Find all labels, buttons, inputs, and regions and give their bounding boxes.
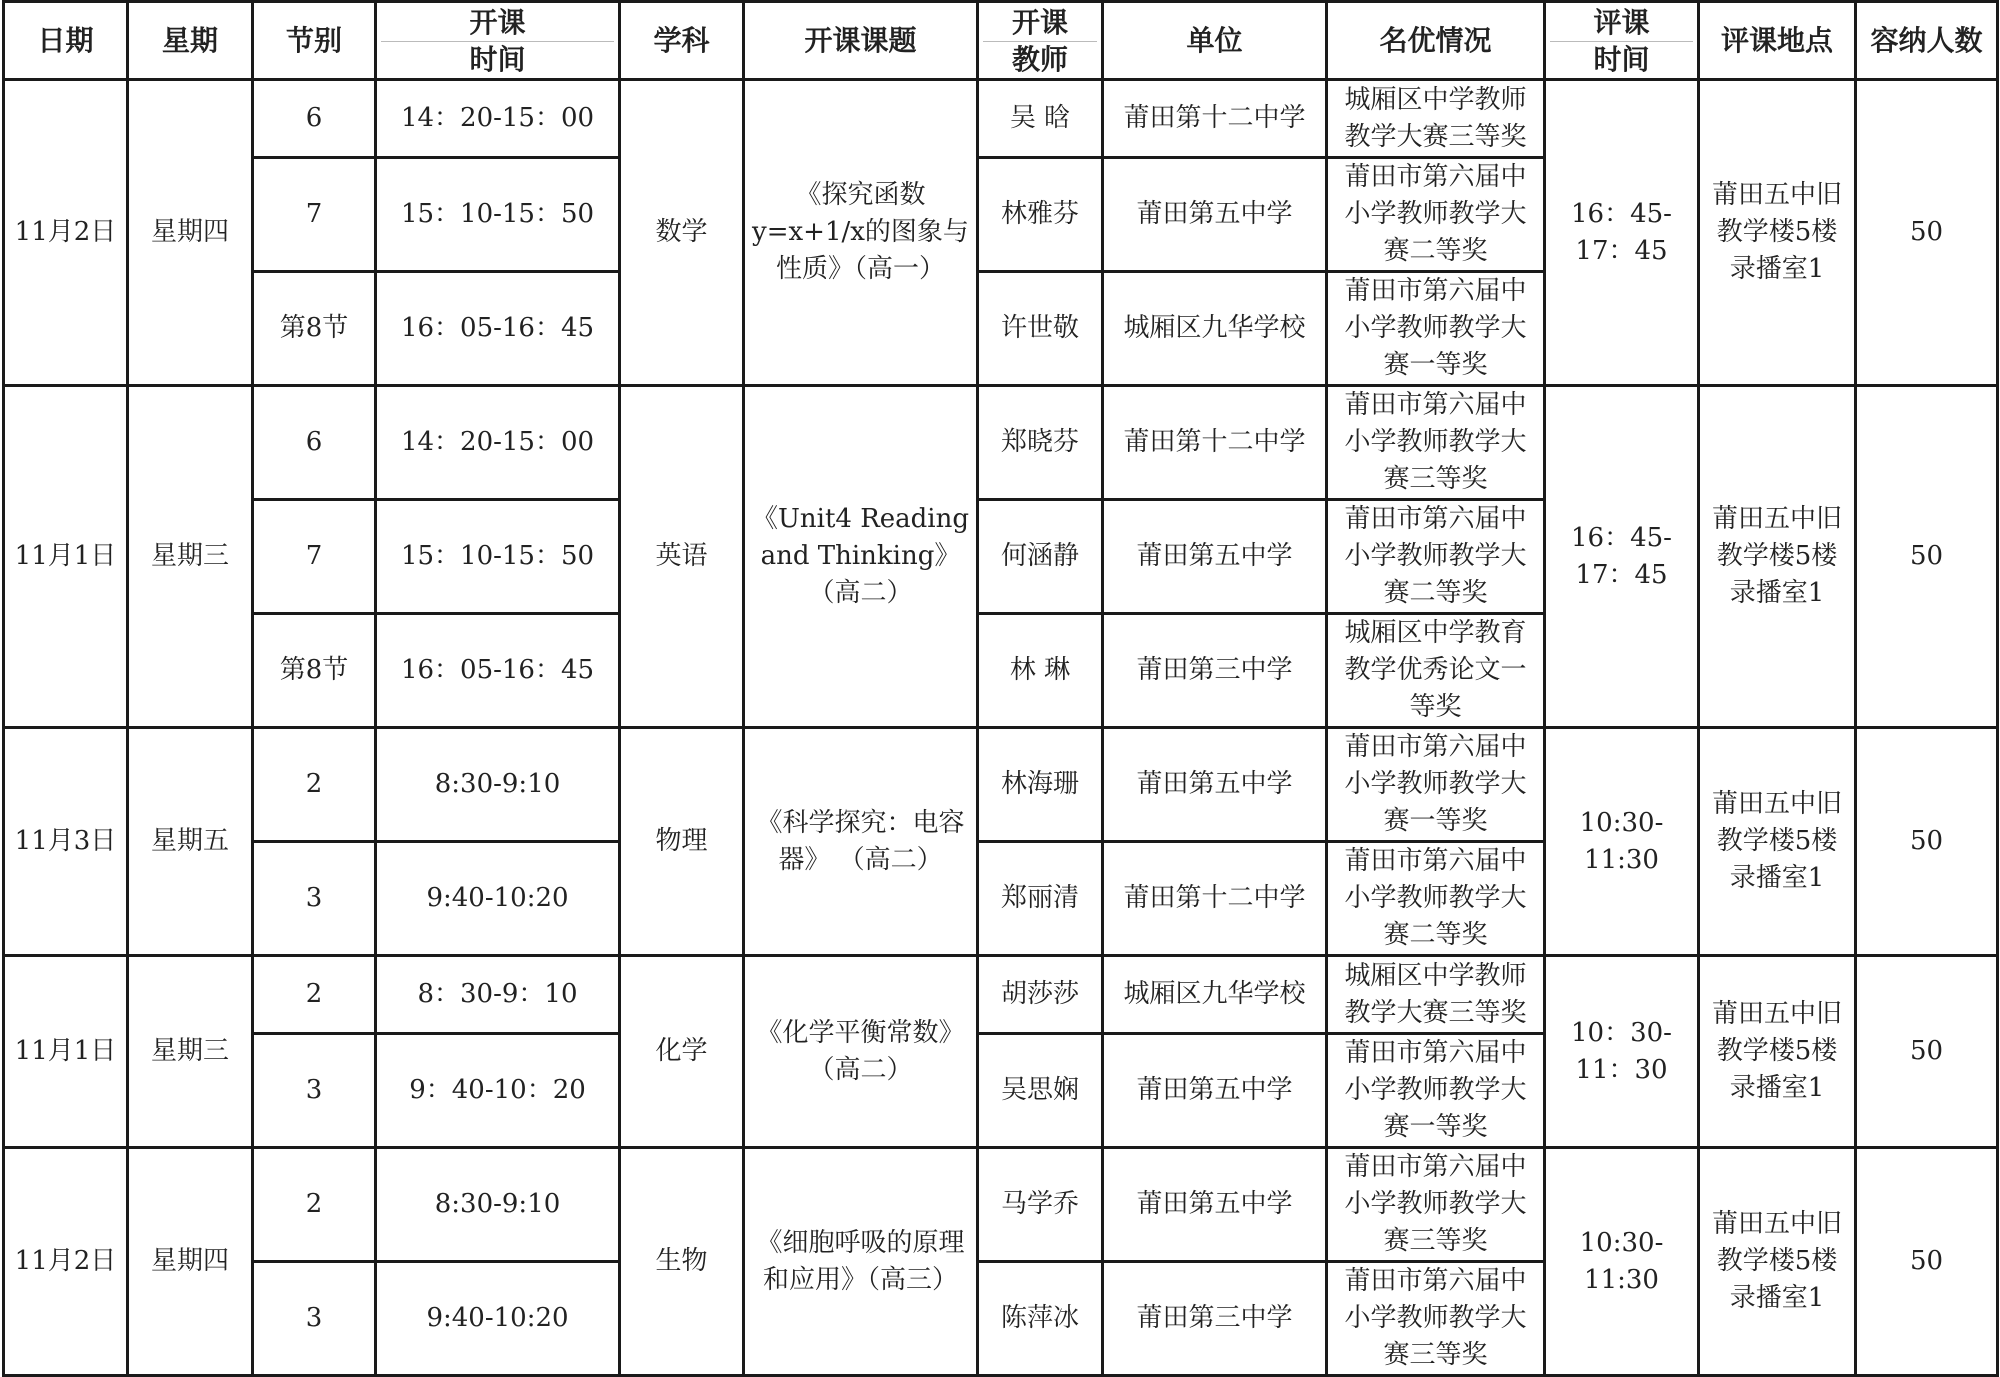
cell-date: 11月2日 bbox=[4, 1148, 128, 1376]
cell-subject: 物理 bbox=[620, 728, 744, 956]
cell-capacity: 50 bbox=[1856, 956, 1998, 1148]
cell-time: 9：40-10：20 bbox=[376, 1034, 620, 1148]
cell-capacity: 50 bbox=[1856, 728, 1998, 956]
cell-period: 2 bbox=[253, 1148, 376, 1262]
cell-teacher: 何涵静 bbox=[978, 500, 1103, 614]
cell-teacher: 胡莎莎 bbox=[978, 956, 1103, 1034]
cell-weekday: 星期四 bbox=[128, 80, 253, 386]
cell-location: 莆田五中旧教学楼5楼录播室1 bbox=[1699, 1148, 1856, 1376]
cell-date: 11月1日 bbox=[4, 956, 128, 1148]
header-class-time-bottom: 时间 bbox=[469, 42, 526, 76]
cell-time: 8:30-9:10 bbox=[376, 728, 620, 842]
cell-honor: 莆田市第六届中小学教师教学大赛一等奖 bbox=[1327, 1034, 1545, 1148]
header-subject: 学科 bbox=[620, 2, 744, 80]
cell-period: 3 bbox=[253, 1034, 376, 1148]
cell-honor: 莆田市第六届中小学教师教学大赛一等奖 bbox=[1327, 728, 1545, 842]
cell-subject: 英语 bbox=[620, 386, 744, 728]
cell-weekday: 星期五 bbox=[128, 728, 253, 956]
header-topic: 开课课题 bbox=[744, 2, 978, 80]
cell-period: 6 bbox=[253, 80, 376, 158]
cell-teacher: 吴思娴 bbox=[978, 1034, 1103, 1148]
header-unit: 单位 bbox=[1103, 2, 1327, 80]
cell-time: 14：20-15：00 bbox=[376, 80, 620, 158]
cell-teacher: 林雅芬 bbox=[978, 158, 1103, 272]
cell-time: 15：10-15：50 bbox=[376, 158, 620, 272]
cell-weekday: 星期三 bbox=[128, 386, 253, 728]
cell-period: 7 bbox=[253, 500, 376, 614]
header-honor: 名优情况 bbox=[1327, 2, 1545, 80]
cell-period: 第8节 bbox=[253, 272, 376, 386]
header-review-time bbox=[1545, 2, 1699, 80]
cell-location: 莆田五中旧教学楼5楼录播室1 bbox=[1699, 386, 1856, 728]
cell-teacher: 许世敬 bbox=[978, 272, 1103, 386]
cell-teacher: 林海珊 bbox=[978, 728, 1103, 842]
header-teacher bbox=[978, 2, 1103, 80]
cell-time: 14：20-15：00 bbox=[376, 386, 620, 500]
cell-subject: 化学 bbox=[620, 956, 744, 1148]
cell-time: 16：05-16：45 bbox=[376, 272, 620, 386]
header-location: 评课地点 bbox=[1699, 2, 1856, 80]
cell-review-time: 10:30-11:30 bbox=[1545, 728, 1699, 956]
cell-period: 6 bbox=[253, 386, 376, 500]
cell-unit: 莆田第五中学 bbox=[1103, 1034, 1327, 1148]
cell-honor: 莆田市第六届中小学教师教学大赛三等奖 bbox=[1327, 1148, 1545, 1262]
cell-capacity: 50 bbox=[1856, 1148, 1998, 1376]
cell-teacher: 马学乔 bbox=[978, 1148, 1103, 1262]
cell-review-time: 10:30-11:30 bbox=[1545, 1148, 1699, 1376]
header-teacher-stack bbox=[983, 5, 1097, 77]
cell-teacher: 林 琳 bbox=[978, 614, 1103, 728]
cell-unit: 城厢区九华学校 bbox=[1103, 272, 1327, 386]
cell-honor: 城厢区中学教师教学大赛三等奖 bbox=[1327, 956, 1545, 1034]
cell-time: 16：05-16：45 bbox=[376, 614, 620, 728]
cell-time: 15：10-15：50 bbox=[376, 500, 620, 614]
cell-unit: 城厢区九华学校 bbox=[1103, 956, 1327, 1034]
cell-unit: 莆田第五中学 bbox=[1103, 728, 1327, 842]
cell-unit: 莆田第三中学 bbox=[1103, 614, 1327, 728]
cell-period: 3 bbox=[253, 1262, 376, 1376]
header-class-time-stack bbox=[381, 5, 614, 77]
cell-period: 3 bbox=[253, 842, 376, 956]
cell-date: 11月1日 bbox=[4, 386, 128, 728]
cell-review-time: 16：45-17：45 bbox=[1545, 80, 1699, 386]
cell-weekday: 星期四 bbox=[128, 1148, 253, 1376]
cell-unit: 莆田第三中学 bbox=[1103, 1262, 1327, 1376]
cell-honor: 莆田市第六届中小学教师教学大赛二等奖 bbox=[1327, 842, 1545, 956]
cell-unit: 莆田第十二中学 bbox=[1103, 80, 1327, 158]
cell-honor: 莆田市第六届中小学教师教学大赛二等奖 bbox=[1327, 158, 1545, 272]
cell-review-time: 10：30-11：30 bbox=[1545, 956, 1699, 1148]
cell-honor: 城厢区中学教育教学优秀论文一等奖 bbox=[1327, 614, 1545, 728]
cell-topic: 《科学探究：电容器》 （高二） bbox=[744, 728, 978, 956]
cell-date: 11月3日 bbox=[4, 728, 128, 956]
header-review-time-bottom: 时间 bbox=[1593, 42, 1650, 76]
cell-time: 8：30-9：10 bbox=[376, 956, 620, 1034]
open-class-schedule-table bbox=[2, 0, 1999, 1377]
cell-period: 第8节 bbox=[253, 614, 376, 728]
header-review-time-stack bbox=[1550, 5, 1693, 77]
table-row bbox=[4, 386, 1998, 500]
cell-time: 8:30-9:10 bbox=[376, 1148, 620, 1262]
cell-honor: 莆田市第六届中小学教师教学大赛二等奖 bbox=[1327, 500, 1545, 614]
header-weekday: 星期 bbox=[128, 2, 253, 80]
cell-honor: 莆田市第六届中小学教师教学大赛三等奖 bbox=[1327, 386, 1545, 500]
cell-period: 2 bbox=[253, 728, 376, 842]
header-capacity: 容纳人数 bbox=[1856, 2, 1998, 80]
cell-teacher: 郑丽清 bbox=[978, 842, 1103, 956]
header-teacher-top: 开课 bbox=[983, 5, 1097, 42]
header-period: 节别 bbox=[253, 2, 376, 80]
cell-honor: 莆田市第六届中小学教师教学大赛一等奖 bbox=[1327, 272, 1545, 386]
header-date: 日期 bbox=[4, 2, 128, 80]
cell-location: 莆田五中旧教学楼5楼录播室1 bbox=[1699, 728, 1856, 956]
cell-honor: 莆田市第六届中小学教师教学大赛三等奖 bbox=[1327, 1262, 1545, 1376]
cell-unit: 莆田第十二中学 bbox=[1103, 842, 1327, 956]
cell-capacity: 50 bbox=[1856, 80, 1998, 386]
table-row bbox=[4, 80, 1998, 158]
table-row bbox=[4, 728, 1998, 842]
cell-weekday: 星期三 bbox=[128, 956, 253, 1148]
cell-location: 莆田五中旧教学楼5楼录播室1 bbox=[1699, 80, 1856, 386]
cell-topic: 《细胞呼吸的原理和应用》（高三） bbox=[744, 1148, 978, 1376]
cell-honor: 城厢区中学教师教学大赛三等奖 bbox=[1327, 80, 1545, 158]
cell-subject: 生物 bbox=[620, 1148, 744, 1376]
cell-teacher: 吴 晗 bbox=[978, 80, 1103, 158]
cell-period: 2 bbox=[253, 956, 376, 1034]
header-row bbox=[4, 2, 1998, 80]
cell-period: 7 bbox=[253, 158, 376, 272]
cell-location: 莆田五中旧教学楼5楼录播室1 bbox=[1699, 956, 1856, 1148]
cell-topic: 《化学平衡常数》（高二） bbox=[744, 956, 978, 1148]
table-row bbox=[4, 956, 1998, 1034]
cell-topic: 《Unit4 Reading and Thinking》（高二） bbox=[744, 386, 978, 728]
table-row bbox=[4, 1148, 1998, 1262]
cell-subject: 数学 bbox=[620, 80, 744, 386]
cell-topic: 《探究函数y=x+1/x的图象与性质》（高一） bbox=[744, 80, 978, 386]
cell-time: 9:40-10:20 bbox=[376, 842, 620, 956]
cell-unit: 莆田第五中学 bbox=[1103, 1148, 1327, 1262]
header-class-time-top: 开课 bbox=[381, 5, 614, 42]
cell-teacher: 陈萍冰 bbox=[978, 1262, 1103, 1376]
header-class-time bbox=[376, 2, 620, 80]
cell-unit: 莆田第十二中学 bbox=[1103, 386, 1327, 500]
cell-unit: 莆田第五中学 bbox=[1103, 158, 1327, 272]
header-teacher-bottom: 教师 bbox=[1011, 42, 1068, 76]
cell-capacity: 50 bbox=[1856, 386, 1998, 728]
cell-date: 11月2日 bbox=[4, 80, 128, 386]
cell-time: 9:40-10:20 bbox=[376, 1262, 620, 1376]
cell-review-time: 16：45-17：45 bbox=[1545, 386, 1699, 728]
cell-teacher: 郑晓芬 bbox=[978, 386, 1103, 500]
cell-unit: 莆田第五中学 bbox=[1103, 500, 1327, 614]
header-review-time-top: 评课 bbox=[1550, 5, 1693, 42]
